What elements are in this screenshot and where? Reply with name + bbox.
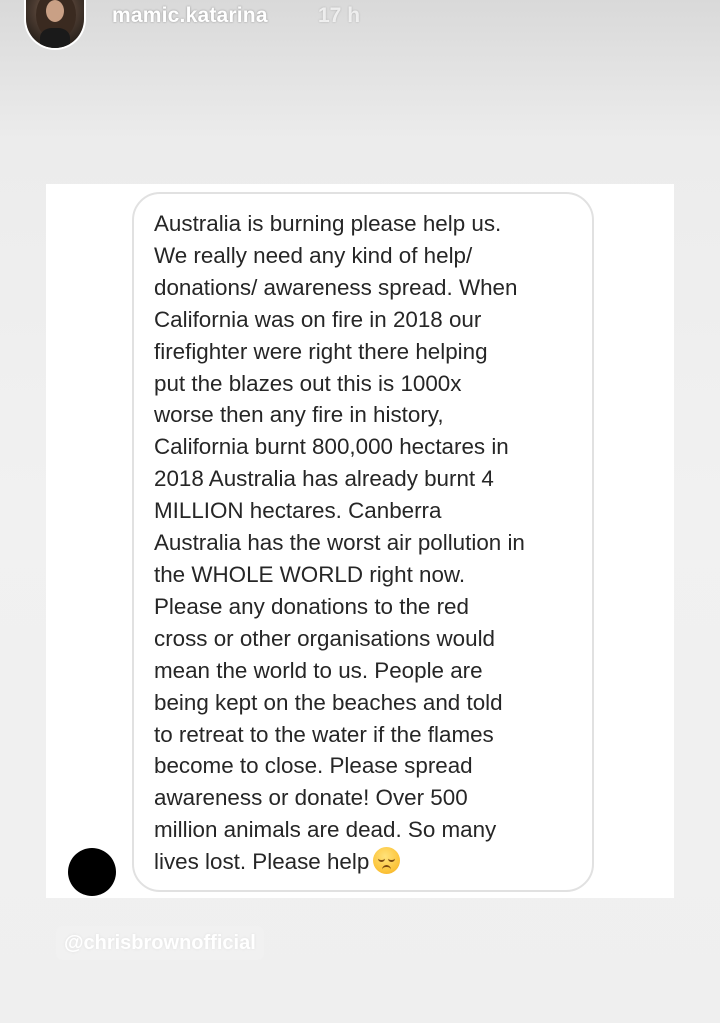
message-line: firefighter were right there helping	[154, 338, 488, 364]
avatar-dress	[40, 28, 70, 50]
message-line: lives lost. Please help	[154, 849, 370, 875]
pensive-face-emoji-icon	[373, 847, 400, 874]
message-line: cross or other organisations would	[154, 625, 496, 651]
message-line: the WHOLE WORLD right now.	[154, 561, 466, 587]
message-line: Australia has the worst air pollution in	[154, 530, 525, 556]
message-line: 2018 Australia has already burnt 4	[154, 466, 494, 492]
message-text	[154, 208, 584, 878]
message-line: Please any donations to the red	[154, 593, 469, 619]
message-line: become to close. Please spread	[154, 753, 473, 779]
profile-avatar[interactable]	[24, 0, 86, 50]
message-line: donations/ awareness spread. When	[154, 274, 518, 300]
message-line: Australia is burning please help us.	[154, 211, 502, 236]
message-line: million animals are dead. So many	[154, 817, 497, 843]
message-line: put the blazes out this is 1000x	[154, 370, 462, 396]
message-line: being kept on the beaches and told	[154, 689, 503, 715]
message-line: MILLION hectares. Canberra	[154, 498, 442, 524]
avatar-face	[46, 0, 64, 22]
message-line: worse then any fire in history,	[154, 402, 444, 428]
message-line: California burnt 800,000 hectares in	[154, 434, 509, 460]
shared-screenshot-card	[46, 184, 674, 898]
message-line: We really need any kind of help/	[154, 242, 473, 268]
story-header	[0, 0, 720, 60]
message-line: to retreat to the water if the flames	[154, 721, 494, 747]
sender-avatar[interactable]	[68, 848, 116, 896]
message-line: mean the world to us. People are	[154, 657, 483, 683]
story-timestamp: 17 h	[318, 4, 361, 27]
story-username[interactable]: mamic.katarina	[112, 4, 268, 27]
mention-sticker[interactable]: @chrisbrownofficial	[56, 926, 264, 960]
message-line: awareness or donate! Over 500	[154, 785, 468, 811]
message-line: California was on fire in 2018 our	[154, 306, 482, 332]
